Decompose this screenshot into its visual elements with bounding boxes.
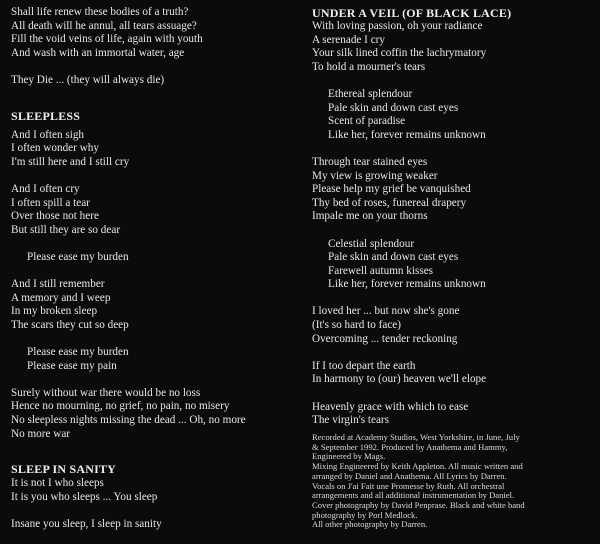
lyric-line: It is you who sleeps ... You sleep — [11, 490, 158, 503]
lyric-line: Surely without war there would be no loss — [11, 386, 201, 399]
song-title-sleepless: SLEEPLESS — [11, 108, 81, 123]
lyric-line: Farewell autumn kisses — [328, 264, 434, 277]
lyric-line: Celestial splendour — [328, 237, 415, 250]
lyric-line: Heavenly grace with which to ease — [312, 400, 469, 413]
lyric-line: Through tear stained eyes — [312, 155, 428, 168]
lyric-line: (It's so hard to face) — [312, 319, 401, 332]
lyric-line: Like her, forever remains unknown — [328, 128, 486, 141]
lyric-line: Thy bed of roses, funereal drapery — [312, 196, 467, 209]
credit-line: Cover photography by David Penprase. Black and white band — [312, 499, 525, 510]
lyric-line: Please ease my burden — [27, 250, 129, 263]
lyric-line: And wash with an immortal water, age — [11, 46, 185, 59]
stanza-gap — [11, 373, 296, 387]
stanza-gap — [312, 142, 592, 156]
lyric-line: I often wonder why — [11, 142, 99, 155]
lyric-line: Impale me on your thorns — [312, 210, 428, 223]
stanza-gap — [11, 169, 296, 183]
lyric-line: They Die ... (they will always die) — [11, 73, 165, 86]
lyric-line: Pale skin and down cast eyes — [328, 101, 459, 114]
stanza-gap — [312, 387, 592, 401]
lyric-line: I'm still here and I still cry — [11, 155, 130, 168]
lyric-line: Like her, forever remains unknown — [328, 278, 486, 291]
lyric-line: With loving passion, oh your radiance — [312, 20, 483, 32]
lyric-line: I loved her ... but now she's gone — [312, 305, 460, 318]
lyric-line: Shall life renew these bodies of a truth? — [11, 6, 189, 18]
lyric-line: And I still remember — [11, 278, 105, 291]
intro-verse — [11, 6, 296, 88]
lyric-line: A memory and I weep — [11, 291, 111, 304]
lyric-line: No sleepless nights missing the dead ... Oh, no more — [11, 414, 246, 427]
credit-line: arranged by Daniel and Anathema. All Lyrics by Darren. — [312, 470, 507, 481]
lyric-line: Pale skin and down cast eyes — [328, 251, 459, 264]
credit-line: Mixing Engineered by Keith Appleton. All music written and — [312, 461, 523, 472]
stanza-gap — [312, 224, 592, 238]
song-title-under-a-veil: UNDER A VEIL (OF BLACK LACE) — [312, 6, 512, 20]
lyric-line: Ethereal splendour — [328, 87, 413, 100]
lyric-line: Please ease my pain — [27, 359, 117, 372]
stanza-gap — [11, 504, 296, 518]
stanza-gap — [312, 292, 592, 306]
stanza-gap — [11, 332, 296, 346]
lyric-line: Overcoming ... tender reckoning — [312, 332, 458, 345]
lyric-line: No more war — [11, 427, 71, 440]
stanza-gap — [11, 265, 296, 279]
lyric-line: In my broken sleep — [11, 305, 98, 318]
left-column — [11, 0, 296, 532]
credit-line: photography by Porl Medlock. — [312, 509, 418, 520]
lyric-line: The scars they cut so deep — [11, 318, 129, 331]
lyric-line: Your silk lined coffin the lachrymatory — [312, 47, 487, 60]
song-title-sleep-in-sanity: SLEEP IN SANITY — [11, 462, 117, 477]
lyric-line: A serenade I cry — [312, 33, 385, 46]
lyric-line: And I often cry — [11, 182, 80, 195]
stanza-gap — [11, 237, 296, 251]
credit-line: & September 1992. Produced by Anathema and Hammy, — [312, 441, 508, 452]
sleep-in-sanity-lyrics — [11, 477, 296, 531]
credit-line: Engineered by Mags. — [312, 451, 386, 462]
lyric-line: Hence no mourning, no grief, no pain, no misery — [11, 400, 230, 413]
lyric-line: All death will he annul, all tears assuage? — [11, 19, 197, 32]
album-credits — [312, 433, 592, 530]
credit-line: Vocals on J'ai Fait une Promesse by Ruth. All orchestral — [312, 480, 505, 491]
right-column — [312, 0, 592, 428]
stanza-gap — [312, 74, 592, 88]
lyric-line: If I too depart the earth — [312, 359, 416, 372]
lyric-line: The virgin's tears — [312, 414, 389, 427]
lyric-line: It is not I who sleeps — [11, 477, 104, 490]
under-a-veil-lyrics — [312, 20, 592, 428]
lyric-line: I often spill a tear — [11, 196, 90, 209]
lyric-line: Insane you sleep, I sleep in sanity — [11, 518, 162, 530]
lyric-line: But still they are so dear — [11, 223, 121, 236]
lyric-line: Scent of paradise — [328, 115, 406, 128]
lyric-line: And I often sigh — [11, 128, 85, 141]
credit-line: All other photography by Darren. — [312, 519, 428, 530]
stanza-gap — [11, 60, 296, 74]
lyric-line: Fill the void veins of life, again with youth — [11, 33, 203, 46]
credit-line: Recorded at Academy Studios, West Yorkshire, in June, July — [312, 432, 520, 442]
stanza-gap — [312, 346, 592, 360]
lyric-line: My view is growing weaker — [312, 169, 438, 182]
sleepless-lyrics — [11, 129, 296, 442]
lyric-line: Please ease my burden — [27, 346, 129, 359]
lyric-line: To hold a mourner's tears — [312, 60, 426, 73]
lyric-line: Please help my grief be vanquished — [312, 183, 471, 196]
lyric-line: In harmony to (our) heaven we'll elope — [312, 373, 487, 386]
credit-line: arrangements and all additional instrumentation by Daniel. — [312, 490, 515, 501]
lyric-line: Over those not here — [11, 210, 99, 223]
